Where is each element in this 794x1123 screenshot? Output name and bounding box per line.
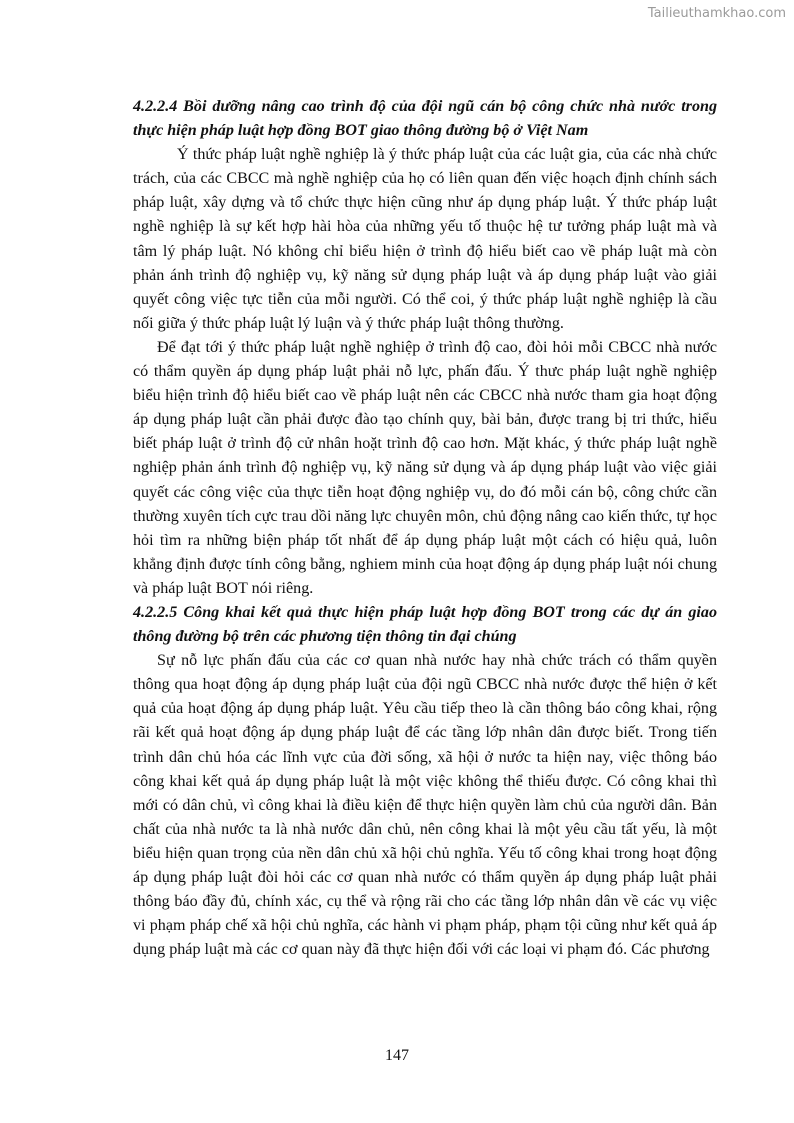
watermark: Tailieuthamkhao.com xyxy=(647,6,786,21)
page-number: 147 xyxy=(385,1047,409,1064)
paragraph: Để đạt tới ý thức pháp luật nghề nghiệp ở trình độ cao, đòi hỏi mỗi CBCC nhà nước có thẩm quyền áp dụng pháp luật phải nỗ lực, phấn đấu. Ý thưc pháp luật nghề nghiệp biểu hiện trình độ hiểu biết cao về pháp luật nên các CBCC nhà nước tham gia hoạt động áp dụng pháp luật cần phải được đào tạo chính quy, bài bản, được trang bị tri thức, hiểu biết pháp luật ở trình độ cử nhân hoặt trình độ cao hơn. Mặt khác, ý thức pháp luật nghề nghiệp phản ánh trình độ nghiệp vụ, kỹ năng sử dụng và áp dụng pháp luật vào việc giải quyết các công việc của thực tiễn hoạt động nghiệp vụ, do đó mỗi cán bộ, công chức cần thường xuyên tích cực trau dồi năng lực chuyên môn, chủ động nâng cao kiến thức, tự học hỏi tìm ra những biện pháp tốt nhất để áp dụng pháp luật một cách có hiệu quả, luôn khẳng định được tính công bằng, nghiem minh của hoạt động áp dụng pháp luật nói chung và pháp luật BOT nói riêng. xyxy=(133,338,717,597)
section-heading: 4.2.2.5 Công khai kết quả thực hiện pháp luật hợp đồng BOT trong các dự án giao thông đường bộ trên các phương tiện thông tin đại chúng xyxy=(133,603,717,646)
document-body xyxy=(133,95,717,962)
paragraph: Sự nỗ lực phấn đấu của các cơ quan nhà nước hay nhà chức trách có thẩm quyền thông qua hoạt động áp dụng pháp luật của đội ngũ CBCC nhà nước được thể hiện ở kết quả của hoạt động áp dụng pháp luật. Yêu cầu tiếp theo là cần thông báo công khai, rộng rãi kết quả hoạt động áp dụng pháp luật để các tầng lớp nhân dân được biết. Trong tiến trình dân chủ hóa các lĩnh vực của đời sống, xã hội ở nước ta hiện nay, việc thông báo công khai kết quả áp dụng pháp luật là một việc không thể thiếu được. Có công khai thì mới có dân chủ, vì công khai là điều kiện để thực hiện quyền làm chủ của người dân. Bản chất của nhà nước ta là nhà nước dân chủ, nên công khai là một yêu cầu tất yếu, là một biểu hiện quan trọng của nền dân chủ xã hội chủ nghĩa. Yếu tố công khai trong hoạt động áp dụng pháp luật đòi hỏi các cơ quan nhà nước có thẩm quyền áp dụng pháp luật phải thông báo đầy đủ, chính xác, cụ thể và rộng rãi cho các tầng lớp nhân dân về các vụ việc vi phạm pháp chế xã hội chủ nghĩa, các hành vi phạm pháp, phạm tội cũng như kết quả áp dụng pháp luật mà các cơ quan này đã thực hiện đối với các loại vi phạm đó. Các phương xyxy=(133,652,717,959)
paragraph: Ý thức pháp luật nghề nghiệp là ý thức pháp luật của các luật gia, của các nhà chức trách, của các CBCC mà nghề nghiệp của họ có liên quan đến việc hoạch định chính sách pháp luật, xây dựng và tổ chức thực hiện cũng như áp dụng pháp luật. Ý thức pháp luật nghề nghiệp là sự kết hợp hài hòa của những yếu tố thuộc hệ tư tưởng pháp luật mà và tâm lý pháp luật. Nó không chỉ biểu hiện ở trình độ hiểu biết cao về pháp luật mà còn phản ánh trình độ nghiệp vụ, kỹ năng sử dụng pháp luật và áp dụng pháp luật vào giải quyết công việc tực tiễn của mỗi người. Có thể coi, ý thức pháp luật nghề nghiệp là cầu nối giữa ý thức pháp luật lý luận và ý thức pháp luật thông thường. xyxy=(133,146,717,332)
section-heading: 4.2.2.4 Bồi dưỡng nâng cao trình độ của đội ngũ cán bộ công chức nhà nước trong thực hiện pháp luật hợp đồng BOT giao thông đường bộ ở Việt Nam xyxy=(133,98,717,140)
